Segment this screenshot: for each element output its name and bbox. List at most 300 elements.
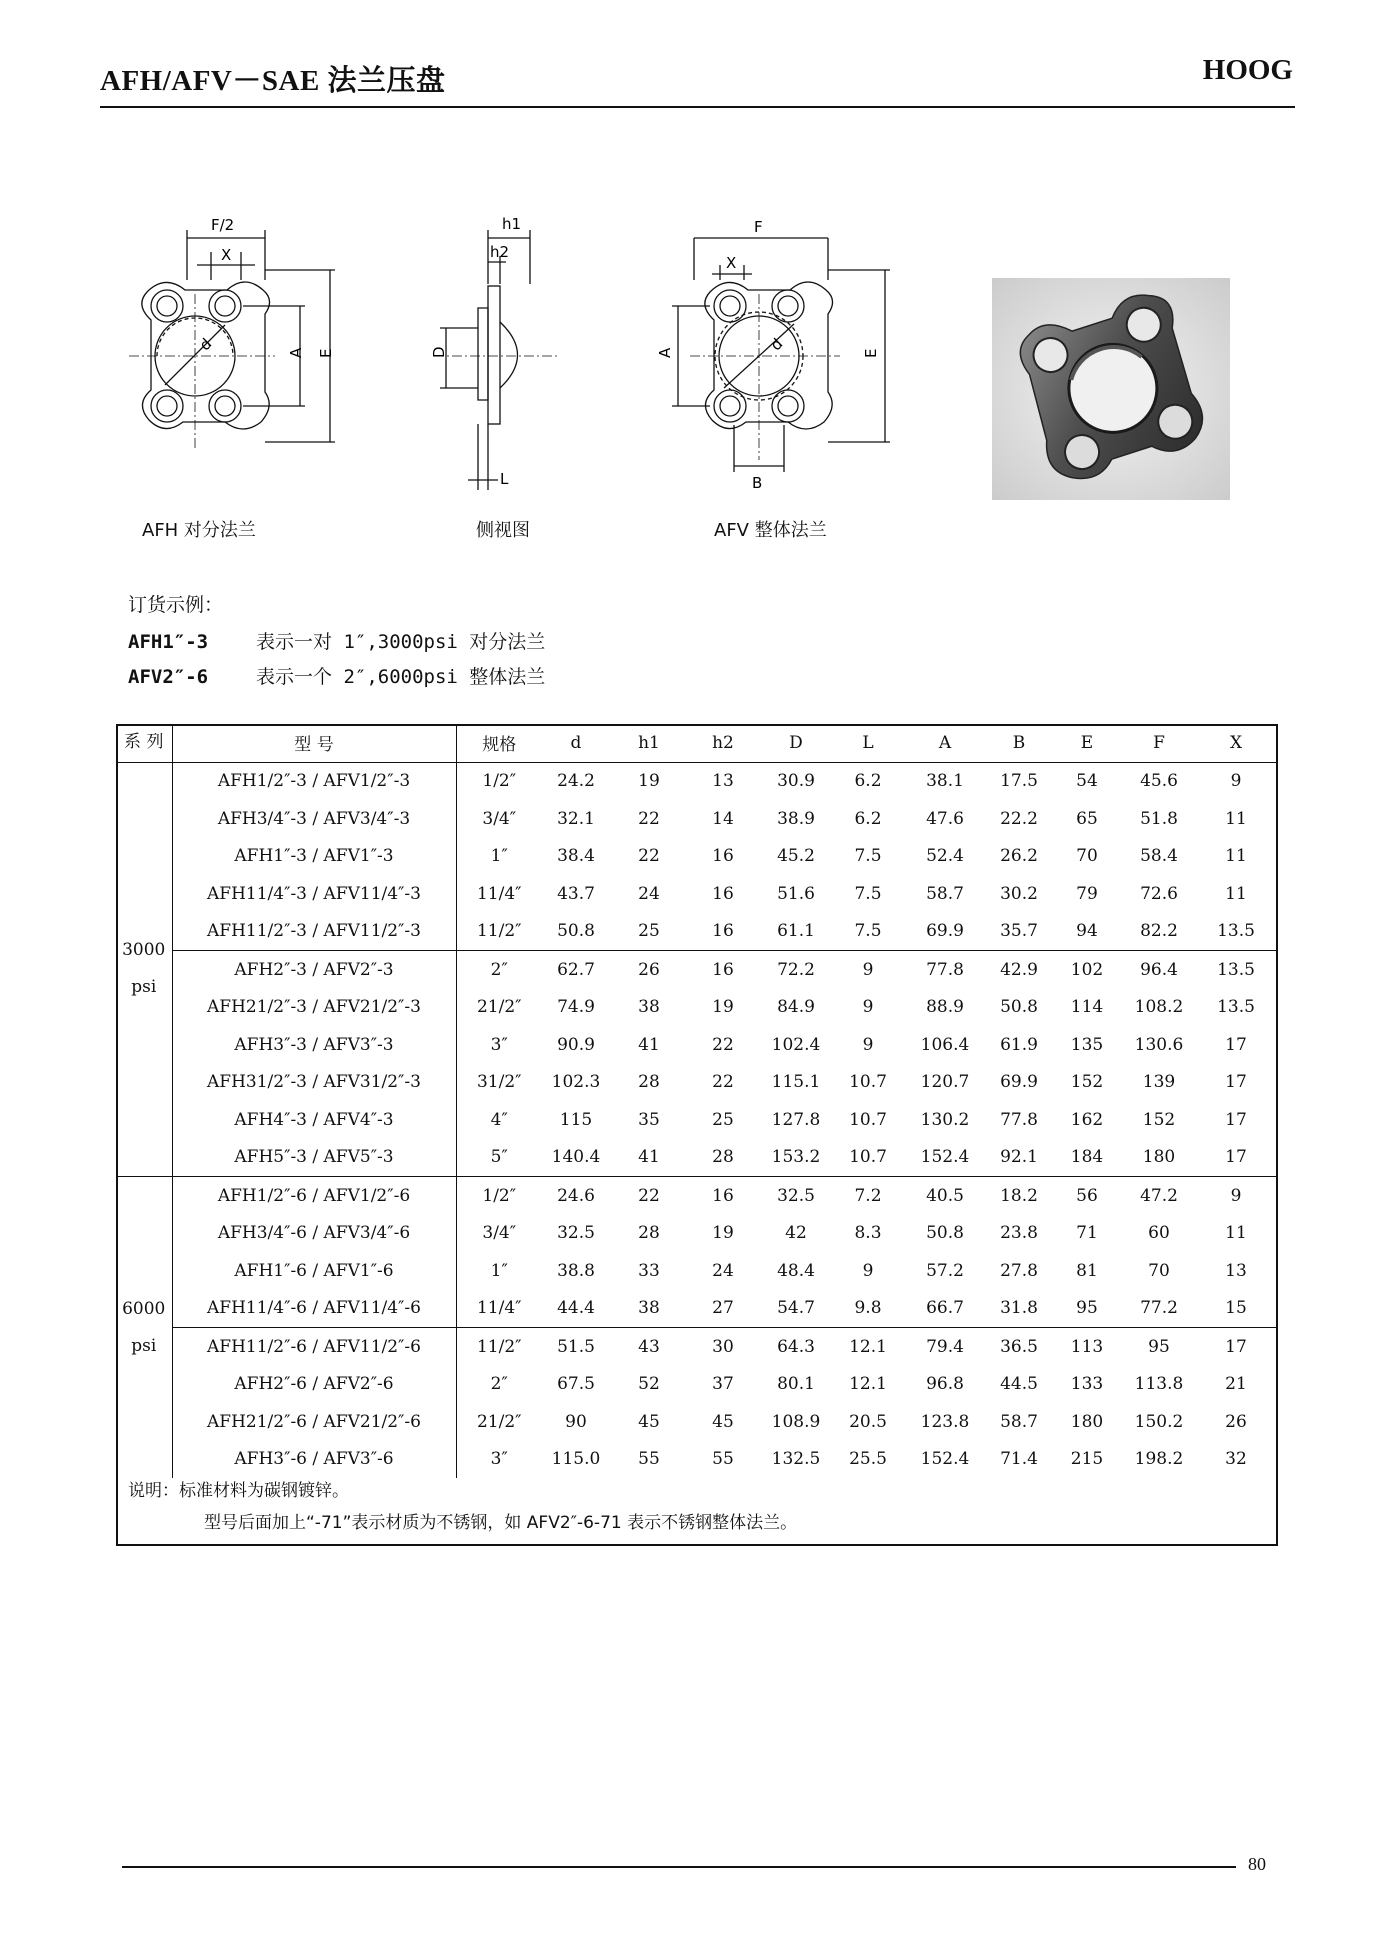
table-row xyxy=(116,1177,1278,1215)
value-cell: 70 xyxy=(1148,1260,1170,1281)
value-cell: 152 xyxy=(1070,1072,1104,1093)
afv-flange-drawing xyxy=(650,210,910,500)
table-row xyxy=(116,838,1278,876)
value-cell: 55 xyxy=(712,1449,734,1470)
value-cell: 77.8 xyxy=(1000,1109,1038,1130)
value-cell: 152 xyxy=(1142,1109,1176,1130)
label-x-afv: X xyxy=(726,254,737,272)
value-cell: 5″ xyxy=(456,1139,542,1177)
model-cell: AFH11/2″-6 / AFV11/2″-6 xyxy=(172,1328,456,1366)
value-cell: 115.0 xyxy=(551,1449,601,1470)
value-cell: 12.1 xyxy=(849,1374,887,1395)
value-cell: 38 xyxy=(638,997,660,1018)
label-e: E xyxy=(317,348,335,358)
col-header: A xyxy=(902,724,988,762)
value-cell: 102 xyxy=(1050,951,1124,989)
label-f: F xyxy=(754,218,763,236)
side-view-drawing xyxy=(430,210,570,500)
model-cell: AFH2″-6 / AFV2″-6 xyxy=(234,1374,394,1395)
value-cell: 16 xyxy=(688,1177,758,1215)
label-h1: h1 xyxy=(502,215,522,233)
value-cell: 106.4 xyxy=(920,1034,970,1055)
value-cell: 51.5 xyxy=(542,1328,610,1366)
value-cell: 45.2 xyxy=(777,846,815,867)
value-cell: 22 xyxy=(638,846,660,867)
value-cell: 16 xyxy=(712,846,734,867)
note-line-2: 型号后面加上“-71”表示材质为不锈钢，如 AFV2″-6-71 表示不锈钢整体法兰。 xyxy=(204,1513,798,1533)
col-header: E xyxy=(1050,724,1124,762)
value-cell: 12.1 xyxy=(834,1328,902,1366)
label-d-afv: d xyxy=(766,334,787,355)
label-x: X xyxy=(221,246,232,264)
value-cell: 57.2 xyxy=(926,1260,964,1281)
value-cell: 88.9 xyxy=(926,997,964,1018)
afh-caption: AFH 对分法兰 xyxy=(142,520,256,541)
value-cell: 61.9 xyxy=(1000,1034,1038,1055)
value-cell: 10.7 xyxy=(849,1109,887,1130)
spec-table xyxy=(116,724,1278,1478)
value-cell: 123.8 xyxy=(920,1411,970,1432)
value-cell: 4″ xyxy=(456,1101,542,1139)
value-cell: 215 xyxy=(1070,1449,1104,1470)
value-cell: 92.1 xyxy=(1000,1147,1038,1168)
table-row xyxy=(116,1441,1278,1479)
model-cell: AFH21/2″-6 / AFV21/2″-6 xyxy=(207,1411,421,1432)
value-cell: 7.2 xyxy=(834,1177,902,1215)
note-line-1: 说明：标准材料为碳钢镀锌。 xyxy=(128,1481,349,1501)
table-row xyxy=(116,989,1278,1027)
label-a: A xyxy=(287,347,305,358)
value-cell: 130.2 xyxy=(920,1109,970,1130)
model-cell: AFH3″-6 / AFV3″-6 xyxy=(234,1449,394,1470)
value-cell: 130.6 xyxy=(1134,1034,1184,1055)
value-cell: 69.9 xyxy=(1000,1072,1038,1093)
value-cell: 24.2 xyxy=(557,771,595,792)
value-cell: 30.9 xyxy=(777,771,815,792)
value-cell: 79 xyxy=(1076,883,1098,904)
table-row xyxy=(116,951,1278,989)
value-cell: 14 xyxy=(712,808,734,829)
value-cell: 9 xyxy=(862,997,874,1018)
value-cell: 115.1 xyxy=(771,1072,821,1093)
value-cell: 77.2 xyxy=(1140,1298,1178,1319)
value-cell: 70 xyxy=(1076,846,1098,867)
value-cell: 43 xyxy=(610,1328,688,1366)
value-cell: 67.5 xyxy=(557,1374,595,1395)
value-cell: 115 xyxy=(559,1109,593,1130)
value-cell: 77.8 xyxy=(902,951,988,989)
value-cell: 23.8 xyxy=(1000,1223,1038,1244)
value-cell: 162 xyxy=(1070,1109,1104,1130)
value-cell: 22 xyxy=(712,1072,734,1093)
order-code: AFV2″-6 xyxy=(128,666,209,688)
header-rule xyxy=(100,106,1295,108)
value-cell: 32.1 xyxy=(557,808,595,829)
col-header: X xyxy=(1194,724,1278,762)
value-cell: 10.7 xyxy=(849,1147,887,1168)
value-cell: 72.6 xyxy=(1140,883,1178,904)
value-cell: 13 xyxy=(1225,1260,1247,1281)
value-cell: 17.5 xyxy=(1000,771,1038,792)
value-cell: 1″ xyxy=(456,838,542,876)
value-cell: 31.8 xyxy=(1000,1298,1038,1319)
value-cell: 120.7 xyxy=(920,1072,970,1093)
order-example-2 xyxy=(128,662,545,689)
value-cell: 11 xyxy=(1225,846,1247,867)
afh-flange-drawing xyxy=(125,210,355,480)
value-cell: 38.8 xyxy=(557,1260,595,1281)
label-e-afv: E xyxy=(862,348,880,358)
value-cell: 41 xyxy=(638,1147,660,1168)
value-cell: 25 xyxy=(712,1109,734,1130)
value-cell: 114 xyxy=(1070,997,1104,1018)
value-cell: 11/4″ xyxy=(456,875,542,913)
value-cell: 65 xyxy=(1076,808,1098,829)
value-cell: 44.5 xyxy=(1000,1374,1038,1395)
value-cell: 45.6 xyxy=(1140,771,1178,792)
value-cell: 52.4 xyxy=(926,846,964,867)
value-cell: 16 xyxy=(712,883,734,904)
value-cell: 24.6 xyxy=(542,1177,610,1215)
model-cell: AFH1/2″-6 / AFV1/2″-6 xyxy=(172,1177,456,1215)
value-cell: 150.2 xyxy=(1134,1411,1184,1432)
value-cell: 132.5 xyxy=(771,1449,821,1470)
series-cell: 3000 psi xyxy=(116,762,172,1177)
value-cell: 50.8 xyxy=(557,921,595,942)
value-cell: 1″ xyxy=(456,1252,542,1290)
value-cell: 13.5 xyxy=(1217,997,1255,1018)
value-cell: 11 xyxy=(1225,808,1247,829)
value-cell: 37 xyxy=(712,1374,734,1395)
value-cell: 15 xyxy=(1225,1298,1247,1319)
value-cell: 9 xyxy=(862,1260,874,1281)
col-header: h2 xyxy=(688,724,758,762)
value-cell: 72.2 xyxy=(758,951,834,989)
page-title: AFH/AFV－SAE 法兰压盘 xyxy=(100,65,446,97)
value-cell: 94 xyxy=(1076,921,1098,942)
value-cell: 17 xyxy=(1225,1072,1247,1093)
value-cell: 26 xyxy=(610,951,688,989)
table-row xyxy=(116,875,1278,913)
value-cell: 3″ xyxy=(456,1441,542,1479)
value-cell: 28 xyxy=(712,1147,734,1168)
value-cell: 28 xyxy=(638,1223,660,1244)
value-cell: 102.4 xyxy=(771,1034,821,1055)
value-cell: 82.2 xyxy=(1140,921,1178,942)
order-example-title: 订货示例： xyxy=(128,594,224,616)
value-cell: 95 xyxy=(1124,1328,1194,1366)
value-cell: 84.9 xyxy=(777,997,815,1018)
value-cell: 30.2 xyxy=(1000,883,1038,904)
table-row xyxy=(116,762,1278,800)
value-cell: 184 xyxy=(1070,1147,1104,1168)
value-cell: 38.4 xyxy=(557,846,595,867)
value-cell: 8.3 xyxy=(854,1223,882,1244)
table-row xyxy=(116,1064,1278,1102)
value-cell: 32.5 xyxy=(758,1177,834,1215)
value-cell: 95 xyxy=(1076,1298,1098,1319)
value-cell: 11/2″ xyxy=(456,913,542,951)
value-cell: 17 xyxy=(1194,1328,1278,1366)
value-cell: 198.2 xyxy=(1134,1449,1184,1470)
value-cell: 21 xyxy=(1225,1374,1247,1395)
value-cell: 11 xyxy=(1225,883,1247,904)
table-row xyxy=(116,800,1278,838)
col-header: 型 号 xyxy=(172,724,456,762)
value-cell: 66.7 xyxy=(926,1298,964,1319)
value-cell: 25.5 xyxy=(849,1449,887,1470)
value-cell: 40.5 xyxy=(902,1177,988,1215)
value-cell: 38 xyxy=(638,1298,660,1319)
model-cell: AFH1/2″-3 / AFV1/2″-3 xyxy=(217,771,411,792)
value-cell: 16 xyxy=(712,921,734,942)
value-cell: 152.4 xyxy=(920,1147,970,1168)
value-cell: 127.8 xyxy=(771,1109,821,1130)
label-h2: h2 xyxy=(490,243,510,261)
value-cell: 13 xyxy=(712,771,734,792)
value-cell: 102.3 xyxy=(551,1072,601,1093)
table-row xyxy=(116,1403,1278,1441)
table-row xyxy=(116,1252,1278,1290)
model-cell: AFH5″-3 / AFV5″-3 xyxy=(234,1147,394,1168)
col-header: L xyxy=(834,724,902,762)
value-cell: 19 xyxy=(712,1223,734,1244)
value-cell: 153.2 xyxy=(771,1147,821,1168)
value-cell: 28 xyxy=(638,1072,660,1093)
value-cell: 55 xyxy=(638,1449,660,1470)
value-cell: 113 xyxy=(1050,1328,1124,1366)
col-header: h1 xyxy=(610,724,688,762)
value-cell: 17 xyxy=(1225,1109,1247,1130)
model-cell: AFH2″-3 / AFV2″-3 xyxy=(172,951,456,989)
value-cell: 62.7 xyxy=(542,951,610,989)
value-cell: 90 xyxy=(565,1411,587,1432)
value-cell: 21/2″ xyxy=(456,989,542,1027)
value-cell: 22.2 xyxy=(1000,808,1038,829)
value-cell: 45 xyxy=(638,1411,660,1432)
value-cell: 19 xyxy=(638,771,660,792)
table-header-row xyxy=(116,724,1278,762)
value-cell: 152.4 xyxy=(920,1449,970,1470)
value-cell: 24 xyxy=(712,1260,734,1281)
model-cell: AFH31/2″-3 / AFV31/2″-3 xyxy=(207,1072,421,1093)
value-cell: 22 xyxy=(638,808,660,829)
value-cell: 9.8 xyxy=(854,1298,882,1319)
brand-name: HOOG xyxy=(1202,54,1293,86)
value-cell: 26 xyxy=(1225,1411,1247,1432)
table-row xyxy=(116,1139,1278,1177)
model-cell: AFH1″-3 / AFV1″-3 xyxy=(234,846,394,867)
afv-caption: AFV 整体法兰 xyxy=(714,520,827,541)
value-cell: 22 xyxy=(712,1034,734,1055)
value-cell: 27.8 xyxy=(1000,1260,1038,1281)
value-cell: 50.8 xyxy=(1000,997,1038,1018)
value-cell: 33 xyxy=(638,1260,660,1281)
footer-rule xyxy=(122,1866,1236,1868)
value-cell: 71.4 xyxy=(1000,1449,1038,1470)
value-cell: 35 xyxy=(638,1109,660,1130)
value-cell: 71 xyxy=(1076,1223,1098,1244)
value-cell: 42.9 xyxy=(988,951,1050,989)
value-cell: 60 xyxy=(1148,1223,1170,1244)
value-cell: 20.5 xyxy=(849,1411,887,1432)
model-cell: AFH11/4″-6 / AFV11/4″-6 xyxy=(207,1298,421,1319)
value-cell: 13.5 xyxy=(1194,951,1278,989)
value-cell: 31/2″ xyxy=(456,1064,542,1102)
value-cell: 108.2 xyxy=(1134,997,1184,1018)
order-code: AFH1″-3 xyxy=(128,631,209,653)
value-cell: 6.2 xyxy=(854,771,882,792)
model-cell: AFH4″-3 / AFV4″-3 xyxy=(234,1109,394,1130)
value-cell: 9 xyxy=(834,951,902,989)
value-cell: 1/2″ xyxy=(456,1177,542,1215)
value-cell: 58.7 xyxy=(1000,1411,1038,1432)
model-cell: AFH3/4″-3 / AFV3/4″-3 xyxy=(217,808,411,829)
value-cell: 44.4 xyxy=(557,1298,595,1319)
value-cell: 54 xyxy=(1076,771,1098,792)
model-cell: AFH1″-6 / AFV1″-6 xyxy=(234,1260,394,1281)
value-cell: 48.4 xyxy=(777,1260,815,1281)
value-cell: 21/2″ xyxy=(456,1403,542,1441)
model-cell: AFH11/2″-3 / AFV11/2″-3 xyxy=(207,921,421,942)
value-cell: 7.5 xyxy=(854,921,882,942)
value-cell: 2″ xyxy=(456,951,542,989)
series-cell: 6000 psi xyxy=(116,1177,172,1479)
value-cell: 1/2″ xyxy=(456,762,542,800)
value-cell: 43.7 xyxy=(557,883,595,904)
table-row xyxy=(116,913,1278,951)
value-cell: 26.2 xyxy=(1000,846,1038,867)
col-header: F xyxy=(1124,724,1194,762)
order-desc: 表示一个 2″,6000psi 整体法兰 xyxy=(256,666,546,688)
value-cell: 24 xyxy=(638,883,660,904)
value-cell: 135 xyxy=(1070,1034,1104,1055)
value-cell: 133 xyxy=(1070,1374,1104,1395)
value-cell: 96.4 xyxy=(1124,951,1194,989)
value-cell: 51.6 xyxy=(777,883,815,904)
value-cell: 96.8 xyxy=(926,1374,964,1395)
value-cell: 108.9 xyxy=(771,1411,821,1432)
value-cell: 19 xyxy=(712,997,734,1018)
value-cell: 38.9 xyxy=(777,808,815,829)
value-cell: 47.2 xyxy=(1124,1177,1194,1215)
value-cell: 3/4″ xyxy=(456,1215,542,1253)
value-cell: 50.8 xyxy=(926,1223,964,1244)
value-cell: 30 xyxy=(688,1328,758,1366)
value-cell: 140.4 xyxy=(551,1147,601,1168)
table-row xyxy=(116,1026,1278,1064)
value-cell: 58.7 xyxy=(926,883,964,904)
col-header: d xyxy=(542,724,610,762)
value-cell: 47.6 xyxy=(926,808,964,829)
model-cell: AFH21/2″-3 / AFV21/2″-3 xyxy=(207,997,421,1018)
value-cell: 52 xyxy=(638,1374,660,1395)
value-cell: 80.1 xyxy=(777,1374,815,1395)
value-cell: 58.4 xyxy=(1140,846,1178,867)
value-cell: 180 xyxy=(1142,1147,1176,1168)
value-cell: 7.5 xyxy=(854,883,882,904)
col-header: 规格 xyxy=(456,724,542,762)
col-header: B xyxy=(988,724,1050,762)
model-cell: AFH11/4″-3 / AFV11/4″-3 xyxy=(207,883,421,904)
model-cell: AFH3/4″-6 / AFV3/4″-6 xyxy=(217,1223,411,1244)
value-cell: 54.7 xyxy=(777,1298,815,1319)
value-cell: 35.7 xyxy=(1000,921,1038,942)
value-cell: 113.8 xyxy=(1134,1374,1184,1395)
value-cell: 45 xyxy=(712,1411,734,1432)
order-example-1 xyxy=(128,627,545,654)
value-cell: 139 xyxy=(1142,1072,1176,1093)
value-cell: 79.4 xyxy=(902,1328,988,1366)
value-cell: 64.3 xyxy=(758,1328,834,1366)
label-d-upper: D xyxy=(430,346,448,358)
table-row xyxy=(116,1290,1278,1328)
value-cell: 2″ xyxy=(456,1366,542,1404)
value-cell: 6.2 xyxy=(854,808,882,829)
model-cell: AFH3″-3 / AFV3″-3 xyxy=(234,1034,394,1055)
value-cell: 22 xyxy=(610,1177,688,1215)
value-cell: 74.9 xyxy=(557,997,595,1018)
value-cell: 9 xyxy=(1230,771,1242,792)
value-cell: 7.5 xyxy=(854,846,882,867)
label-a-afv: A xyxy=(656,347,674,358)
value-cell: 10.7 xyxy=(849,1072,887,1093)
value-cell: 11 xyxy=(1225,1223,1247,1244)
page-number: 80 xyxy=(1248,1854,1266,1874)
value-cell: 61.1 xyxy=(777,921,815,942)
value-cell: 51.8 xyxy=(1140,808,1178,829)
order-desc: 表示一对 1″,3000psi 对分法兰 xyxy=(256,631,546,653)
value-cell: 13.5 xyxy=(1217,921,1255,942)
value-cell: 9 xyxy=(862,1034,874,1055)
table-row xyxy=(116,1366,1278,1404)
value-cell: 38.1 xyxy=(926,771,964,792)
value-cell: 81 xyxy=(1076,1260,1098,1281)
value-cell: 16 xyxy=(688,951,758,989)
value-cell: 90.9 xyxy=(557,1034,595,1055)
value-cell: 36.5 xyxy=(988,1328,1050,1366)
value-cell: 11/2″ xyxy=(456,1328,542,1366)
value-cell: 9 xyxy=(1194,1177,1278,1215)
label-l: L xyxy=(500,470,509,488)
value-cell: 17 xyxy=(1225,1147,1247,1168)
value-cell: 56 xyxy=(1050,1177,1124,1215)
value-cell: 3/4″ xyxy=(456,800,542,838)
value-cell: 18.2 xyxy=(988,1177,1050,1215)
value-cell: 180 xyxy=(1070,1411,1104,1432)
value-cell: 41 xyxy=(638,1034,660,1055)
col-header: 系 列 xyxy=(116,724,172,762)
value-cell: 11/4″ xyxy=(456,1290,542,1328)
label-b: B xyxy=(752,474,763,492)
label-d: d xyxy=(195,334,216,355)
table-row xyxy=(116,1328,1278,1366)
col-header: D xyxy=(758,724,834,762)
value-cell: 3″ xyxy=(456,1026,542,1064)
table-row xyxy=(116,1215,1278,1253)
value-cell: 32 xyxy=(1225,1449,1247,1470)
value-cell: 25 xyxy=(638,921,660,942)
value-cell: 69.9 xyxy=(926,921,964,942)
flange-product-photo xyxy=(992,278,1230,500)
value-cell: 17 xyxy=(1225,1034,1247,1055)
value-cell: 42 xyxy=(785,1223,807,1244)
side-view-caption: 侧视图 xyxy=(476,520,530,541)
table-row xyxy=(116,1101,1278,1139)
value-cell: 32.5 xyxy=(557,1223,595,1244)
label-f2: F/2 xyxy=(211,216,235,234)
value-cell: 27 xyxy=(712,1298,734,1319)
